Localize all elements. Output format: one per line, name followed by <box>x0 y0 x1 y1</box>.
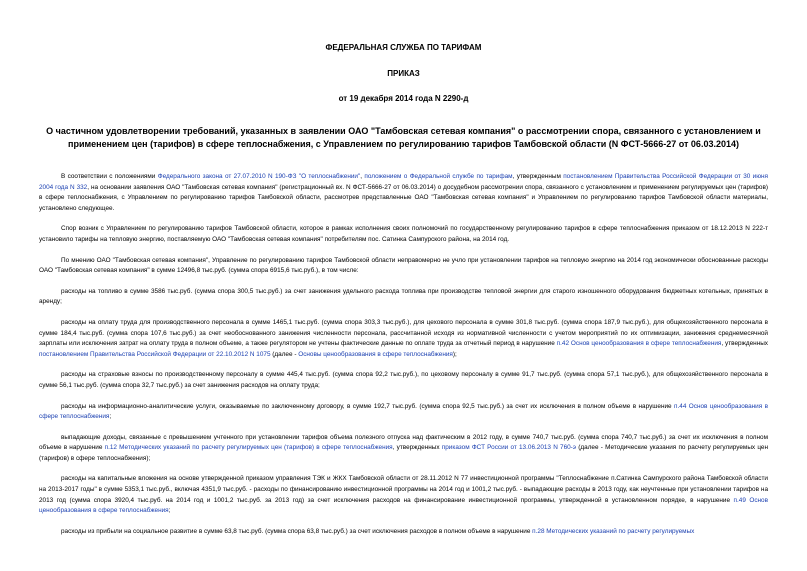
paragraph-text: (далее - <box>270 350 299 358</box>
paragraph <box>39 433 768 465</box>
paragraph-text: расходы на страховые взносы по производственному персоналу в сумме 445,4 тыс.руб. (сумма спора 92,2 тыс.руб.), по цеховому персоналу в сумме 91,7 тыс.руб. (сумма спора 57,1 тыс.руб.), для общехозяйственного персонала в сумме 56,1 тыс.руб. (сумма спора 32,7 тыс.руб.) за счет занижения расходов на оплату труда; <box>39 371 768 389</box>
document-link[interactable]: Основы ценообразования в сфере теплоснабжения <box>298 350 453 358</box>
paragraph-text: ); <box>452 350 457 358</box>
paragraph <box>39 402 768 423</box>
paragraph-text: , утвержденных <box>392 444 442 452</box>
document-body <box>39 172 768 537</box>
paragraph <box>39 256 768 277</box>
paragraph <box>39 172 768 214</box>
paragraph-text: , утвержденным <box>512 173 564 180</box>
document-link[interactable]: постановлением Правительства Российской Федерации от 30 июня 2004 года N 332 <box>39 173 769 191</box>
agency-heading: ФЕДЕРАЛЬНАЯ СЛУЖБА ПО ТАРИФАМ <box>325 43 482 52</box>
document-link[interactable]: п.28 Методических указаний по расчету регулируемых <box>532 527 695 535</box>
paragraph-text: По мнению ОАО "Тамбовская сетевая компания", Управление по регулированию тарифов Тамбовской области неправомерно не учло при установлении тарифов на тепловую энергию на 2014 год экономически обоснованные расходы ОАО "Тамбовская сетевая компания" в сумме 12496,8 тыс.руб. (сумма спора 6915,6 тыс.руб.), в том числе: <box>39 256 768 275</box>
paragraph-text: расходы на капитальные вложения на основе утвержденной приказом управления ТЭК и ЖКХ Тамбовской области от 28.11.2012 N 77 инвестиционной программы "Теплоснабжение п.Сатинка Сампурского района Тамбовской области на 2013-2017 годы" в сумме 5353,1 тыс.руб., включая 4351,9 тыс.руб. - расходы по финансированию инвестиционной программы на 2014 год и 1001,2 тыс.руб. - выпадающие расходы в 2013 году, как неучтенные при установлении тарифов на 2013 год (сумма спора 3920,4 тыс.руб. на 2014 год и 1001,2 тыс.руб. за 2013 год) за счет исключения расходов на финансирование инвестиционной программы, утвержденной в установленном порядке, в нарушение <box>39 475 768 504</box>
paragraph-text: ; <box>168 507 171 515</box>
paragraph-text: расходы из прибыли на социальное развитие в сумме 63,8 тыс.руб. (сумма спора 63,8 тыс.руб.) за счет исключения расходов в полном объеме в нарушение <box>61 527 533 535</box>
paragraph-text: выпадающие доходы, связанные с превышением учтенного при установлении тарифов объема полезного отпуска над фактическим в 2012 году, в сумме 740,7 тыс.руб. (сумма спора 740,7 тыс.руб.) за счет их исключения в полном объеме в нарушение <box>39 433 768 452</box>
document-title: О частичном удовлетворении требований, указанных в заявлении ОАО "Тамбовская сетевая компания" о рассмотрении спора, связанного с установлением и применением цен (тарифов) в сфере теплоснабжения, с Управлением по регулированию тарифов Тамбовской области (N ФСТ-5666-27 от 06.03.2014) <box>46 126 761 149</box>
paragraph-text: , утвержденных <box>721 340 769 348</box>
paragraph-text: расходы на оплату труда для производственного персонала в сумме 1465,1 тыс.руб. (сумма спора 303,3 тыс.руб.), для цехового персонала в сумме 301,8 тыс.руб. (сумма спора 187,9 тыс.руб.), для общехозяйственного персонала в сумме 184,4 тыс.руб. (сумма спора 107,6 тыс.руб.) за счет необоснованного занижения численности персонала, рассчитанной исходя из нормативной численности с учетом мероприятий по их оптимизации, занижения среднемесячной зарплаты или исключения затрат на оплату труда в полном объеме, а также регулятором не учтены фактические данные по оплате труда за отчетный период в нарушение <box>39 318 768 348</box>
document-link[interactable]: приказом ФСТ России от 13.06.2013 N 760-э <box>441 444 577 452</box>
paragraph <box>39 527 768 538</box>
paragraph <box>39 474 768 516</box>
document-link[interactable]: постановлением Правительства Российской Федерации от 22.10.2012 N 1075 <box>39 350 271 358</box>
paragraph <box>39 287 768 308</box>
paragraph <box>39 224 768 245</box>
document-link[interactable]: п.44 Основ ценообразования в сфере теплоснабжения <box>39 402 768 421</box>
document-link[interactable]: п.42 Основ ценообразования в сфере теплоснабжения <box>556 340 722 348</box>
paragraph-text: ; <box>109 413 112 421</box>
paragraph-text: расходы на топливо в сумме 3586 тыс.руб. (сумма спора 300,5 тыс.руб.) за счет занижения удельного расхода топлива при производстве тепловой энергии для старого изношенного оборудования бюджетных котельных, принятых в аренду; <box>39 287 768 306</box>
paragraph <box>39 318 768 360</box>
paragraph-text: Спор возник с Управлением по регулированию тарифов Тамбовской области, которое в рамках исполнения своих полномочий по государственному регулированию тарифов в сфере теплоснабжения приказом от 18.12.2013 N 222-т установило тарифы на тепловую энергию, поставляемую ОАО "Тамбовская сетевая компания" потребителям пос. Сатинка Сампурского района, на 2014 год. <box>39 225 768 243</box>
document-link[interactable]: п.12 Методических указаний по расчету регулируемых цен (тарифов) в сфере теплоснабжения <box>104 444 393 452</box>
document-link[interactable]: положением о Федеральной службе по тарифам <box>364 173 513 180</box>
paragraph-text: , на основании заявления ОАО "Тамбовская сетевая компания" (регистрационный вх. N ФСТ-5666-27 от 06.03.2014) о досудебном рассмотрении спора, связанного с установлением и применением регулируемых цен (тарифов) в сфере теплоснабжения, с Управлением по регулированию тарифов Тамбовской области, рассмотрев представленные ОАО "Тамбовская сетевая компания" и Управлением по регулированию тарифов Тамбовской области материалы, установлено следующее. <box>39 183 768 212</box>
paragraph <box>39 370 768 391</box>
doc-type-heading: ПРИКАЗ <box>387 69 420 78</box>
document-link[interactable]: Федерального закона от 27.07.2010 N 190-ФЗ "О теплоснабжении" <box>157 173 361 180</box>
paragraph-text: (далее - Методические указания по расчету регулируемых цен (тарифов) в сфере теплоснабжения); <box>39 444 768 462</box>
document-link[interactable]: п.49 Основ ценообразования в сфере теплоснабжения <box>39 496 768 515</box>
paragraph-text: В соответствии с положениями <box>61 173 158 180</box>
doc-date-number: от 19 декабря 2014 года N 2290-д <box>338 94 469 103</box>
paragraph-text: расходы на информационно-аналитические услуги, оказываемые по заключенному договору, в сумме 192,7 тыс.руб. (сумма спора 92,5 тыс.руб.) за счет их исключения в полном объеме в нарушение <box>61 402 675 410</box>
paragraph-text: , <box>360 173 365 180</box>
